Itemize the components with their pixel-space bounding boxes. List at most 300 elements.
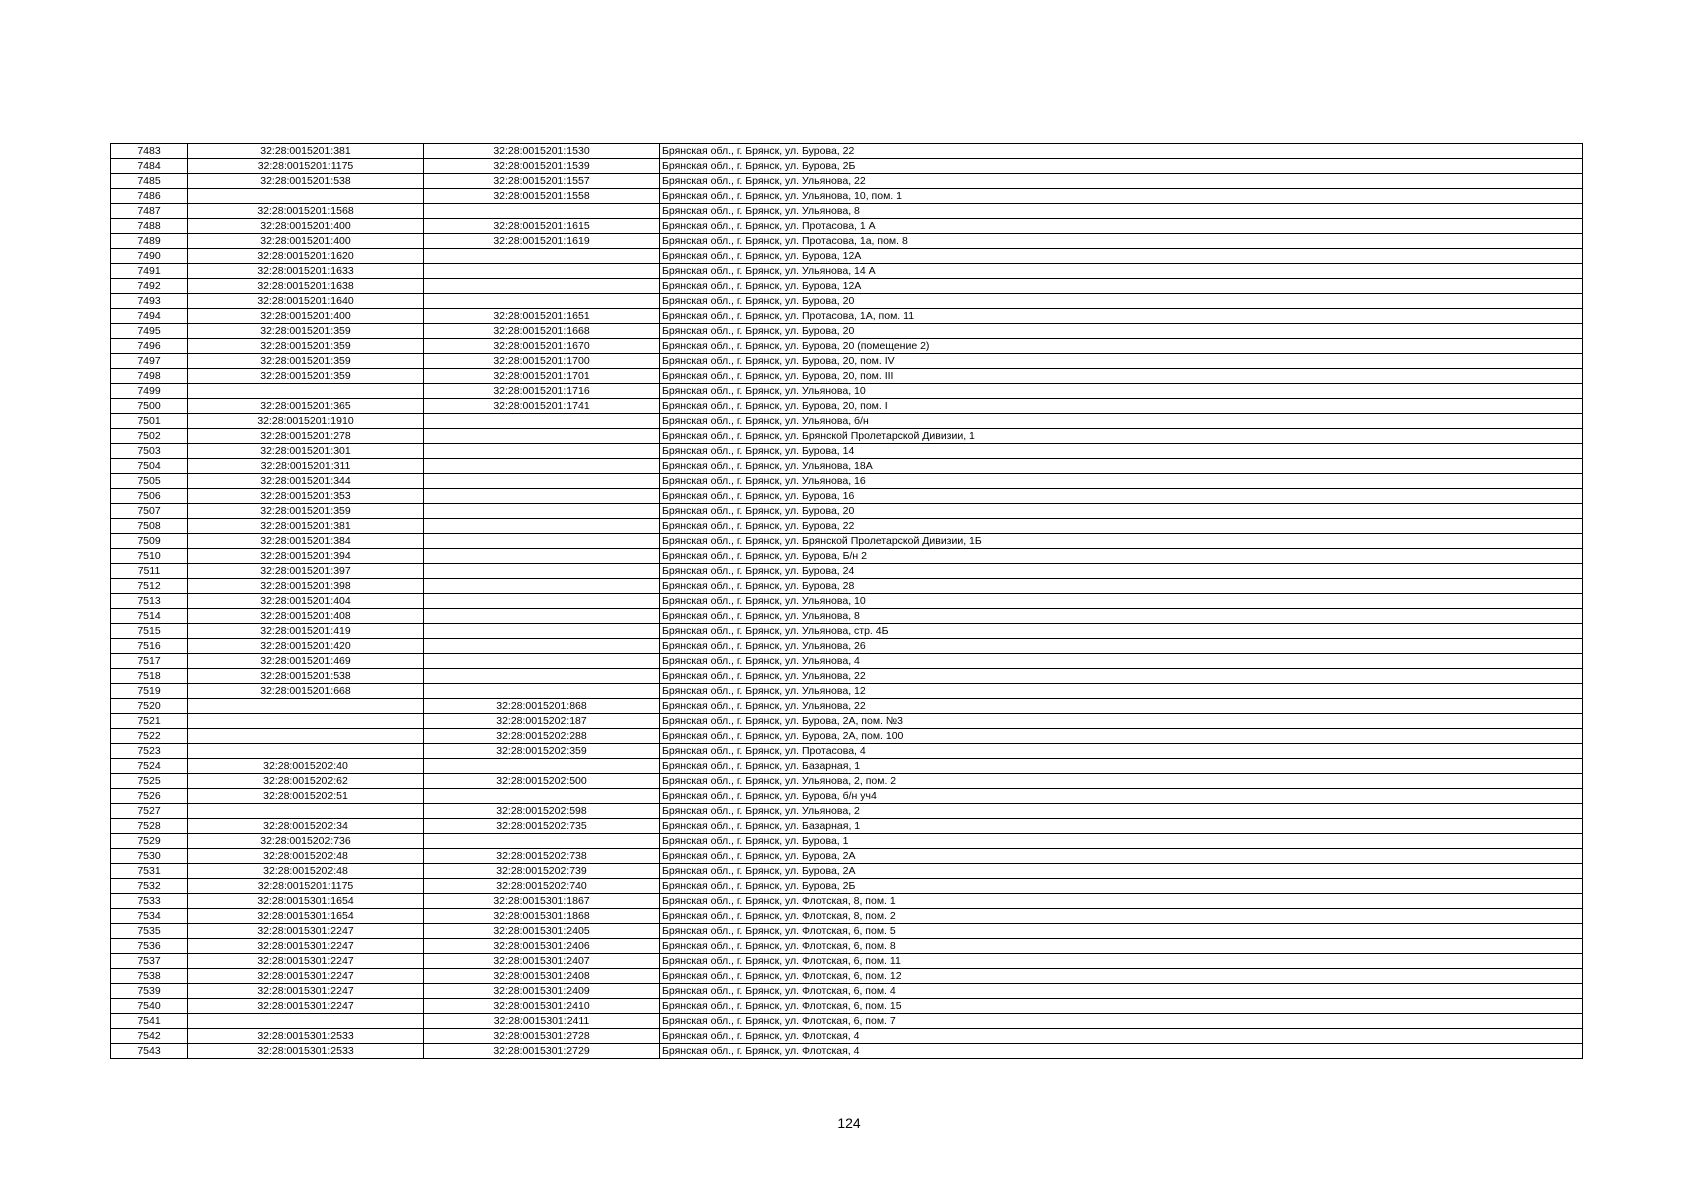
cadastral-number-cell xyxy=(188,804,424,819)
address-cell: Брянская обл., г. Брянск, ул. Бурова, 2А, пом. №3 xyxy=(660,714,1583,729)
table-row xyxy=(111,849,1583,864)
cadastral-number-cell: 32:28:0015201:1620 xyxy=(188,249,424,264)
address-cell: Брянская обл., г. Брянск, ул. Флотская, 6, пом. 8 xyxy=(660,939,1583,954)
row-number-cell: 7539 xyxy=(111,984,188,999)
related-cadastral-number-cell xyxy=(424,264,660,279)
cadastral-number-cell: 32:28:0015201:381 xyxy=(188,144,424,159)
table-row xyxy=(111,234,1583,249)
table-row xyxy=(111,999,1583,1014)
row-number-cell: 7523 xyxy=(111,744,188,759)
table-row xyxy=(111,624,1583,639)
related-cadastral-number-cell xyxy=(424,504,660,519)
related-cadastral-number-cell: 32:28:0015202:740 xyxy=(424,879,660,894)
related-cadastral-number-cell: 32:28:0015301:2411 xyxy=(424,1014,660,1029)
address-cell: Брянская обл., г. Брянск, ул. Ульянова, 2 xyxy=(660,804,1583,819)
row-number-cell: 7483 xyxy=(111,144,188,159)
table-row xyxy=(111,669,1583,684)
cadastral-number-cell: 32:28:0015201:1640 xyxy=(188,294,424,309)
cadastral-number-cell: 32:28:0015201:311 xyxy=(188,459,424,474)
related-cadastral-number-cell xyxy=(424,579,660,594)
related-cadastral-number-cell xyxy=(424,249,660,264)
table-row xyxy=(111,249,1583,264)
related-cadastral-number-cell: 32:28:0015201:1619 xyxy=(424,234,660,249)
cadastral-number-cell: 32:28:0015201:394 xyxy=(188,549,424,564)
address-cell: Брянская обл., г. Брянск, ул. Брянской Пролетарской Дивизии, 1Б xyxy=(660,534,1583,549)
address-cell: Брянская обл., г. Брянск, ул. Бурова, 2А, пом. 100 xyxy=(660,729,1583,744)
cadastral-number-cell: 32:28:0015201:404 xyxy=(188,594,424,609)
address-cell: Брянская обл., г. Брянск, ул. Ульянова, 12 xyxy=(660,684,1583,699)
row-number-cell: 7521 xyxy=(111,714,188,729)
row-number-cell: 7540 xyxy=(111,999,188,1014)
address-cell: Брянская обл., г. Брянск, ул. Флотская, 6, пом. 11 xyxy=(660,954,1583,969)
row-number-cell: 7528 xyxy=(111,819,188,834)
related-cadastral-number-cell xyxy=(424,429,660,444)
row-number-cell: 7501 xyxy=(111,414,188,429)
cadastral-number-cell: 32:28:0015201:400 xyxy=(188,309,424,324)
row-number-cell: 7535 xyxy=(111,924,188,939)
cadastral-number-cell: 32:28:0015202:34 xyxy=(188,819,424,834)
address-cell: Брянская обл., г. Брянск, ул. Бурова, 20 (помещение 2) xyxy=(660,339,1583,354)
related-cadastral-number-cell: 32:28:0015201:868 xyxy=(424,699,660,714)
row-number-cell: 7504 xyxy=(111,459,188,474)
table-row xyxy=(111,684,1583,699)
cadastral-number-cell: 32:28:0015201:668 xyxy=(188,684,424,699)
table-row xyxy=(111,219,1583,234)
table-row xyxy=(111,189,1583,204)
related-cadastral-number-cell: 32:28:0015201:1557 xyxy=(424,174,660,189)
address-cell: Брянская обл., г. Брянск, ул. Бурова, 20, пом. III xyxy=(660,369,1583,384)
table-row xyxy=(111,594,1583,609)
table-row xyxy=(111,879,1583,894)
cadastral-number-cell: 32:28:0015201:359 xyxy=(188,339,424,354)
related-cadastral-number-cell: 32:28:0015202:739 xyxy=(424,864,660,879)
cadastral-number-cell: 32:28:0015201:419 xyxy=(188,624,424,639)
cadastral-number-cell: 32:28:0015301:2533 xyxy=(188,1044,424,1059)
row-number-cell: 7541 xyxy=(111,1014,188,1029)
table-row xyxy=(111,144,1583,159)
cadastral-number-cell: 32:28:0015301:1654 xyxy=(188,894,424,909)
table-row xyxy=(111,789,1583,804)
related-cadastral-number-cell xyxy=(424,534,660,549)
address-cell: Брянская обл., г. Брянск, ул. Ульянова, 26 xyxy=(660,639,1583,654)
cadastral-number-cell xyxy=(188,744,424,759)
row-number-cell: 7511 xyxy=(111,564,188,579)
row-number-cell: 7489 xyxy=(111,234,188,249)
cadastral-number-cell: 32:28:0015201:398 xyxy=(188,579,424,594)
address-cell: Брянская обл., г. Брянск, ул. Бурова, 14 xyxy=(660,444,1583,459)
related-cadastral-number-cell: 32:28:0015201:1668 xyxy=(424,324,660,339)
address-cell: Брянская обл., г. Брянск, ул. Ульянова, 2, пом. 2 xyxy=(660,774,1583,789)
related-cadastral-number-cell xyxy=(424,294,660,309)
address-cell: Брянская обл., г. Брянск, ул. Флотская, 6, пом. 4 xyxy=(660,984,1583,999)
cadastral-number-cell: 32:28:0015201:384 xyxy=(188,534,424,549)
cadastral-number-cell: 32:28:0015201:359 xyxy=(188,369,424,384)
address-cell: Брянская обл., г. Брянск, ул. Протасова, 1а, пом. 8 xyxy=(660,234,1583,249)
cadastral-number-cell: 32:28:0015301:2247 xyxy=(188,954,424,969)
cadastral-number-cell: 32:28:0015201:538 xyxy=(188,669,424,684)
row-number-cell: 7493 xyxy=(111,294,188,309)
table-row xyxy=(111,549,1583,564)
table-row xyxy=(111,279,1583,294)
address-cell: Брянская обл., г. Брянск, ул. Флотская, 6, пом. 15 xyxy=(660,999,1583,1014)
row-number-cell: 7507 xyxy=(111,504,188,519)
related-cadastral-number-cell: 32:28:0015202:598 xyxy=(424,804,660,819)
row-number-cell: 7520 xyxy=(111,699,188,714)
row-number-cell: 7527 xyxy=(111,804,188,819)
row-number-cell: 7542 xyxy=(111,1029,188,1044)
table-row xyxy=(111,294,1583,309)
row-number-cell: 7499 xyxy=(111,384,188,399)
related-cadastral-number-cell xyxy=(424,639,660,654)
table-row xyxy=(111,804,1583,819)
cadastral-number-cell: 32:28:0015301:2247 xyxy=(188,924,424,939)
cadastral-number-cell: 32:28:0015201:408 xyxy=(188,609,424,624)
address-cell: Брянская обл., г. Брянск, ул. Бурова, 20 xyxy=(660,504,1583,519)
table-row xyxy=(111,354,1583,369)
address-cell: Брянская обл., г. Брянск, ул. Ульянова, б/н xyxy=(660,414,1583,429)
address-cell: Брянская обл., г. Брянск, ул. Бурова, 2А xyxy=(660,849,1583,864)
row-number-cell: 7534 xyxy=(111,909,188,924)
cadastral-number-cell: 32:28:0015202:51 xyxy=(188,789,424,804)
cadastral-number-cell: 32:28:0015201:1910 xyxy=(188,414,424,429)
row-number-cell: 7500 xyxy=(111,399,188,414)
address-cell: Брянская обл., г. Брянск, ул. Ульянова, 14 А xyxy=(660,264,1583,279)
related-cadastral-number-cell: 32:28:0015201:1615 xyxy=(424,219,660,234)
cadastral-number-cell: 32:28:0015201:1568 xyxy=(188,204,424,219)
cadastral-number-cell: 32:28:0015201:359 xyxy=(188,504,424,519)
cadastral-number-cell: 32:28:0015201:344 xyxy=(188,474,424,489)
address-cell: Брянская обл., г. Брянск, ул. Ульянова, 8 xyxy=(660,609,1583,624)
cadastral-number-cell: 32:28:0015202:40 xyxy=(188,759,424,774)
table-row xyxy=(111,939,1583,954)
cadastral-number-cell: 32:28:0015201:400 xyxy=(188,219,424,234)
address-cell: Брянская обл., г. Брянск, ул. Бурова, 28 xyxy=(660,579,1583,594)
cadastral-number-cell: 32:28:0015201:381 xyxy=(188,519,424,534)
related-cadastral-number-cell xyxy=(424,564,660,579)
table-row xyxy=(111,579,1583,594)
row-number-cell: 7530 xyxy=(111,849,188,864)
table-row xyxy=(111,1014,1583,1029)
cadastral-number-cell: 32:28:0015201:397 xyxy=(188,564,424,579)
cadastral-number-cell: 32:28:0015301:2247 xyxy=(188,999,424,1014)
cadastral-number-cell: 32:28:0015301:1654 xyxy=(188,909,424,924)
related-cadastral-number-cell: 32:28:0015202:735 xyxy=(424,819,660,834)
address-cell: Брянская обл., г. Брянск, ул. Бурова, 22 xyxy=(660,144,1583,159)
cadastral-number-cell: 32:28:0015201:1638 xyxy=(188,279,424,294)
table-row xyxy=(111,564,1583,579)
table-row xyxy=(111,969,1583,984)
address-cell: Брянская обл., г. Брянск, ул. Протасова, 1А, пом. 11 xyxy=(660,309,1583,324)
table-row xyxy=(111,699,1583,714)
row-number-cell: 7505 xyxy=(111,474,188,489)
row-number-cell: 7531 xyxy=(111,864,188,879)
table-row xyxy=(111,444,1583,459)
cadastral-number-cell xyxy=(188,189,424,204)
address-cell: Брянская обл., г. Брянск, ул. Флотская, 4 xyxy=(660,1044,1583,1059)
row-number-cell: 7508 xyxy=(111,519,188,534)
related-cadastral-number-cell: 32:28:0015202:500 xyxy=(424,774,660,789)
row-number-cell: 7496 xyxy=(111,339,188,354)
related-cadastral-number-cell: 32:28:0015201:1700 xyxy=(424,354,660,369)
table-row xyxy=(111,609,1583,624)
related-cadastral-number-cell xyxy=(424,789,660,804)
related-cadastral-number-cell: 32:28:0015301:2407 xyxy=(424,954,660,969)
row-number-cell: 7519 xyxy=(111,684,188,699)
related-cadastral-number-cell: 32:28:0015301:2728 xyxy=(424,1029,660,1044)
address-cell: Брянская обл., г. Брянск, ул. Бурова, 2Б xyxy=(660,159,1583,174)
row-number-cell: 7517 xyxy=(111,654,188,669)
related-cadastral-number-cell: 32:28:0015201:1651 xyxy=(424,309,660,324)
table-row xyxy=(111,414,1583,429)
table-row xyxy=(111,309,1583,324)
address-cell: Брянская обл., г. Брянск, ул. Бурова, 2А xyxy=(660,864,1583,879)
cadastral-number-cell xyxy=(188,699,424,714)
address-cell: Брянская обл., г. Брянск, ул. Бурова, б/н уч4 xyxy=(660,789,1583,804)
related-cadastral-number-cell xyxy=(424,609,660,624)
table-row xyxy=(111,324,1583,339)
address-cell: Брянская обл., г. Брянск, ул. Флотская, 8, пом. 2 xyxy=(660,909,1583,924)
row-number-cell: 7524 xyxy=(111,759,188,774)
table-row xyxy=(111,729,1583,744)
related-cadastral-number-cell xyxy=(424,444,660,459)
address-cell: Брянская обл., г. Брянск, ул. Ульянова, 10 xyxy=(660,594,1583,609)
address-cell: Брянская обл., г. Брянск, ул. Бурова, 20 xyxy=(660,294,1583,309)
cadastral-number-cell: 32:28:0015301:2247 xyxy=(188,984,424,999)
row-number-cell: 7484 xyxy=(111,159,188,174)
table-row xyxy=(111,654,1583,669)
related-cadastral-number-cell xyxy=(424,834,660,849)
related-cadastral-number-cell: 32:28:0015301:2729 xyxy=(424,1044,660,1059)
related-cadastral-number-cell xyxy=(424,204,660,219)
table-row xyxy=(111,174,1583,189)
table-row xyxy=(111,909,1583,924)
table-row xyxy=(111,264,1583,279)
row-number-cell: 7498 xyxy=(111,369,188,384)
address-cell: Брянская обл., г. Брянск, ул. Протасова, 1 А xyxy=(660,219,1583,234)
table-row xyxy=(111,639,1583,654)
row-number-cell: 7487 xyxy=(111,204,188,219)
related-cadastral-number-cell: 32:28:0015301:2408 xyxy=(424,969,660,984)
row-number-cell: 7492 xyxy=(111,279,188,294)
related-cadastral-number-cell: 32:28:0015201:1716 xyxy=(424,384,660,399)
table-row xyxy=(111,459,1583,474)
address-cell: Брянская обл., г. Брянск, ул. Бурова, 1 xyxy=(660,834,1583,849)
registry-table-body xyxy=(111,144,1583,1059)
table-row xyxy=(111,819,1583,834)
page-number: 124 xyxy=(837,1115,861,1131)
related-cadastral-number-cell: 32:28:0015202:187 xyxy=(424,714,660,729)
row-number-cell: 7515 xyxy=(111,624,188,639)
cadastral-number-cell: 32:28:0015201:353 xyxy=(188,489,424,504)
row-number-cell: 7490 xyxy=(111,249,188,264)
table-row xyxy=(111,924,1583,939)
cadastral-number-cell: 32:28:0015201:1633 xyxy=(188,264,424,279)
address-cell: Брянская обл., г. Брянск, ул. Бурова, 20, пом. I xyxy=(660,399,1583,414)
row-number-cell: 7497 xyxy=(111,354,188,369)
related-cadastral-number-cell xyxy=(424,519,660,534)
cadastral-number-cell: 32:28:0015301:2533 xyxy=(188,1029,424,1044)
address-cell: Брянская обл., г. Брянск, ул. Ульянова, 18А xyxy=(660,459,1583,474)
related-cadastral-number-cell: 32:28:0015202:738 xyxy=(424,849,660,864)
address-cell: Брянская обл., г. Брянск, ул. Ульянова, 22 xyxy=(660,669,1583,684)
address-cell: Брянская обл., г. Брянск, ул. Флотская, 6, пом. 5 xyxy=(660,924,1583,939)
related-cadastral-number-cell: 32:28:0015201:1670 xyxy=(424,339,660,354)
address-cell: Брянская обл., г. Брянск, ул. Ульянова, 4 xyxy=(660,654,1583,669)
related-cadastral-number-cell xyxy=(424,759,660,774)
related-cadastral-number-cell xyxy=(424,489,660,504)
row-number-cell: 7491 xyxy=(111,264,188,279)
related-cadastral-number-cell: 32:28:0015201:1741 xyxy=(424,399,660,414)
cadastral-number-cell: 32:28:0015201:538 xyxy=(188,174,424,189)
table-row xyxy=(111,369,1583,384)
cadastral-number-cell xyxy=(188,714,424,729)
table-row xyxy=(111,1029,1583,1044)
table-row xyxy=(111,204,1583,219)
row-number-cell: 7502 xyxy=(111,429,188,444)
address-cell: Брянская обл., г. Брянск, ул. Ульянова, 22 xyxy=(660,174,1583,189)
address-cell: Брянская обл., г. Брянск, ул. Бурова, 20, пом. IV xyxy=(660,354,1583,369)
row-number-cell: 7503 xyxy=(111,444,188,459)
row-number-cell: 7522 xyxy=(111,729,188,744)
table-row xyxy=(111,504,1583,519)
cadastral-number-cell: 32:28:0015201:1175 xyxy=(188,879,424,894)
related-cadastral-number-cell: 32:28:0015301:1867 xyxy=(424,894,660,909)
related-cadastral-number-cell: 32:28:0015301:2405 xyxy=(424,924,660,939)
table-row xyxy=(111,864,1583,879)
cadastral-number-cell: 32:28:0015301:2247 xyxy=(188,969,424,984)
related-cadastral-number-cell xyxy=(424,459,660,474)
table-row xyxy=(111,894,1583,909)
row-number-cell: 7526 xyxy=(111,789,188,804)
row-number-cell: 7510 xyxy=(111,549,188,564)
address-cell: Брянская обл., г. Брянск, ул. Бурова, 12А xyxy=(660,249,1583,264)
row-number-cell: 7518 xyxy=(111,669,188,684)
row-number-cell: 7509 xyxy=(111,534,188,549)
cadastral-number-cell: 32:28:0015202:48 xyxy=(188,849,424,864)
cadastral-number-cell xyxy=(188,1014,424,1029)
cadastral-number-cell: 32:28:0015201:469 xyxy=(188,654,424,669)
address-cell: Брянская обл., г. Брянск, ул. Протасова, 4 xyxy=(660,744,1583,759)
row-number-cell: 7532 xyxy=(111,879,188,894)
related-cadastral-number-cell xyxy=(424,684,660,699)
cadastral-number-cell: 32:28:0015201:359 xyxy=(188,354,424,369)
related-cadastral-number-cell xyxy=(424,549,660,564)
address-cell: Брянская обл., г. Брянск, ул. Бурова, 12А xyxy=(660,279,1583,294)
row-number-cell: 7506 xyxy=(111,489,188,504)
cadastral-number-cell: 32:28:0015201:359 xyxy=(188,324,424,339)
cadastral-number-cell: 32:28:0015202:62 xyxy=(188,774,424,789)
row-number-cell: 7543 xyxy=(111,1044,188,1059)
row-number-cell: 7488 xyxy=(111,219,188,234)
related-cadastral-number-cell: 32:28:0015301:2406 xyxy=(424,939,660,954)
related-cadastral-number-cell: 32:28:0015201:1530 xyxy=(424,144,660,159)
row-number-cell: 7529 xyxy=(111,834,188,849)
row-number-cell: 7514 xyxy=(111,609,188,624)
related-cadastral-number-cell: 32:28:0015201:1701 xyxy=(424,369,660,384)
related-cadastral-number-cell xyxy=(424,654,660,669)
registry-table xyxy=(110,143,1583,1059)
address-cell: Брянская обл., г. Брянск, ул. Брянской Пролетарской Дивизии, 1 xyxy=(660,429,1583,444)
table-row xyxy=(111,954,1583,969)
related-cadastral-number-cell xyxy=(424,669,660,684)
row-number-cell: 7516 xyxy=(111,639,188,654)
table-row xyxy=(111,984,1583,999)
related-cadastral-number-cell xyxy=(424,594,660,609)
table-row xyxy=(111,159,1583,174)
cadastral-number-cell: 32:28:0015201:1175 xyxy=(188,159,424,174)
cadastral-number-cell: 32:28:0015202:48 xyxy=(188,864,424,879)
related-cadastral-number-cell xyxy=(424,624,660,639)
cadastral-number-cell: 32:28:0015201:301 xyxy=(188,444,424,459)
table-row xyxy=(111,774,1583,789)
related-cadastral-number-cell: 32:28:0015301:1868 xyxy=(424,909,660,924)
address-cell: Брянская обл., г. Брянск, ул. Базарная, 1 xyxy=(660,819,1583,834)
related-cadastral-number-cell: 32:28:0015201:1539 xyxy=(424,159,660,174)
table-row xyxy=(111,399,1583,414)
cadastral-number-cell xyxy=(188,384,424,399)
cadastral-number-cell: 32:28:0015201:420 xyxy=(188,639,424,654)
table-row xyxy=(111,714,1583,729)
address-cell: Брянская обл., г. Брянск, ул. Ульянова, 10, пом. 1 xyxy=(660,189,1583,204)
row-number-cell: 7486 xyxy=(111,189,188,204)
cadastral-number-cell: 32:28:0015202:736 xyxy=(188,834,424,849)
table-row xyxy=(111,384,1583,399)
cadastral-number-cell: 32:28:0015301:2247 xyxy=(188,939,424,954)
table-row xyxy=(111,534,1583,549)
address-cell: Брянская обл., г. Брянск, ул. Флотская, 4 xyxy=(660,1029,1583,1044)
address-cell: Брянская обл., г. Брянск, ул. Бурова, Б/н 2 xyxy=(660,549,1583,564)
address-cell: Брянская обл., г. Брянск, ул. Базарная, 1 xyxy=(660,759,1583,774)
address-cell: Брянская обл., г. Брянск, ул. Бурова, 2Б xyxy=(660,879,1583,894)
table-row xyxy=(111,489,1583,504)
table-row xyxy=(111,744,1583,759)
cadastral-number-cell: 32:28:0015201:278 xyxy=(188,429,424,444)
row-number-cell: 7536 xyxy=(111,939,188,954)
table-row xyxy=(111,834,1583,849)
address-cell: Брянская обл., г. Брянск, ул. Ульянова, стр. 4Б xyxy=(660,624,1583,639)
row-number-cell: 7537 xyxy=(111,954,188,969)
row-number-cell: 7494 xyxy=(111,309,188,324)
related-cadastral-number-cell xyxy=(424,279,660,294)
related-cadastral-number-cell: 32:28:0015202:288 xyxy=(424,729,660,744)
address-cell: Брянская обл., г. Брянск, ул. Бурова, 16 xyxy=(660,489,1583,504)
cadastral-number-cell: 32:28:0015201:400 xyxy=(188,234,424,249)
table-row xyxy=(111,474,1583,489)
row-number-cell: 7525 xyxy=(111,774,188,789)
address-cell: Брянская обл., г. Брянск, ул. Бурова, 24 xyxy=(660,564,1583,579)
row-number-cell: 7495 xyxy=(111,324,188,339)
cadastral-number-cell: 32:28:0015201:365 xyxy=(188,399,424,414)
address-cell: Брянская обл., г. Брянск, ул. Флотская, 8, пом. 1 xyxy=(660,894,1583,909)
row-number-cell: 7513 xyxy=(111,594,188,609)
row-number-cell: 7485 xyxy=(111,174,188,189)
related-cadastral-number-cell: 32:28:0015301:2409 xyxy=(424,984,660,999)
related-cadastral-number-cell: 32:28:0015201:1558 xyxy=(424,189,660,204)
row-number-cell: 7533 xyxy=(111,894,188,909)
related-cadastral-number-cell xyxy=(424,414,660,429)
address-cell: Брянская обл., г. Брянск, ул. Флотская, 6, пом. 7 xyxy=(660,1014,1583,1029)
related-cadastral-number-cell: 32:28:0015301:2410 xyxy=(424,999,660,1014)
address-cell: Брянская обл., г. Брянск, ул. Флотская, 6, пом. 12 xyxy=(660,969,1583,984)
related-cadastral-number-cell xyxy=(424,474,660,489)
related-cadastral-number-cell: 32:28:0015202:359 xyxy=(424,744,660,759)
address-cell: Брянская обл., г. Брянск, ул. Ульянова, 8 xyxy=(660,204,1583,219)
address-cell: Брянская обл., г. Брянск, ул. Ульянова, 10 xyxy=(660,384,1583,399)
table-row xyxy=(111,759,1583,774)
row-number-cell: 7512 xyxy=(111,579,188,594)
cadastral-number-cell xyxy=(188,729,424,744)
table-row xyxy=(111,429,1583,444)
